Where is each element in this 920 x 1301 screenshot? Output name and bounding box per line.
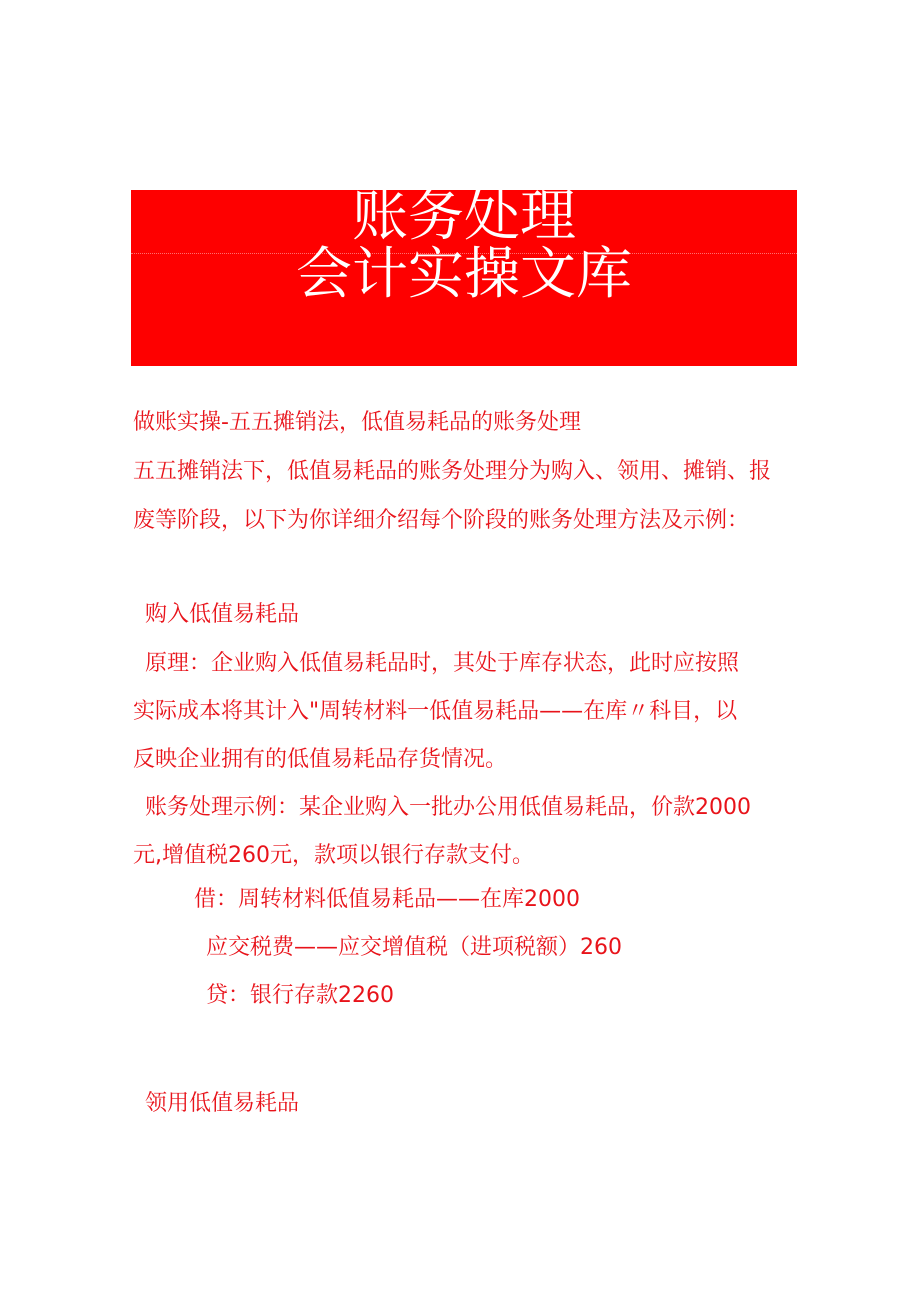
title-banner (131, 184, 797, 366)
example-line-2: 元,增值税260元，款项以银行存款支付。 (133, 843, 534, 868)
journal-entry-tax: 应交税费——应交增值税（进项税额）260 (206, 935, 622, 960)
principle-line-3: 反映企业拥有的低值易耗品存货情况。 (133, 747, 508, 772)
intro-line-2: 废等阶段，以下为你详细介绍每个阶段的账务处理方法及示例： (133, 508, 750, 533)
article-heading: 做账实操-五五摊销法，低值易耗品的账务处理 (133, 410, 581, 435)
banner-title: 账务处理 (352, 184, 576, 249)
example-line-1: 账务处理示例：某企业购入一批办公用低值易耗品，价款2000 (145, 795, 751, 820)
principle-line-2: 实际成本将其计入"周转材料一低值易耗品——在库〃科目，以 (133, 699, 738, 724)
journal-entry-credit: 贷：银行存款2260 (206, 983, 394, 1008)
section-title-usage: 领用低值易耗品 (145, 1091, 300, 1116)
intro-line-1: 五五摊销法下，低值易耗品的账务处理分为购入、领用、摊销、报 (133, 459, 772, 484)
banner-subtitle: 会计实操文库 (296, 242, 632, 307)
principle-line-1: 原理：企业购入低值易耗品时，其处于库存状态，此时应按照 (145, 651, 740, 676)
section-title-purchase: 购入低值易耗品 (145, 602, 300, 627)
journal-entry-debit: 借：周转材料低值易耗品——在库2000 (194, 887, 580, 912)
